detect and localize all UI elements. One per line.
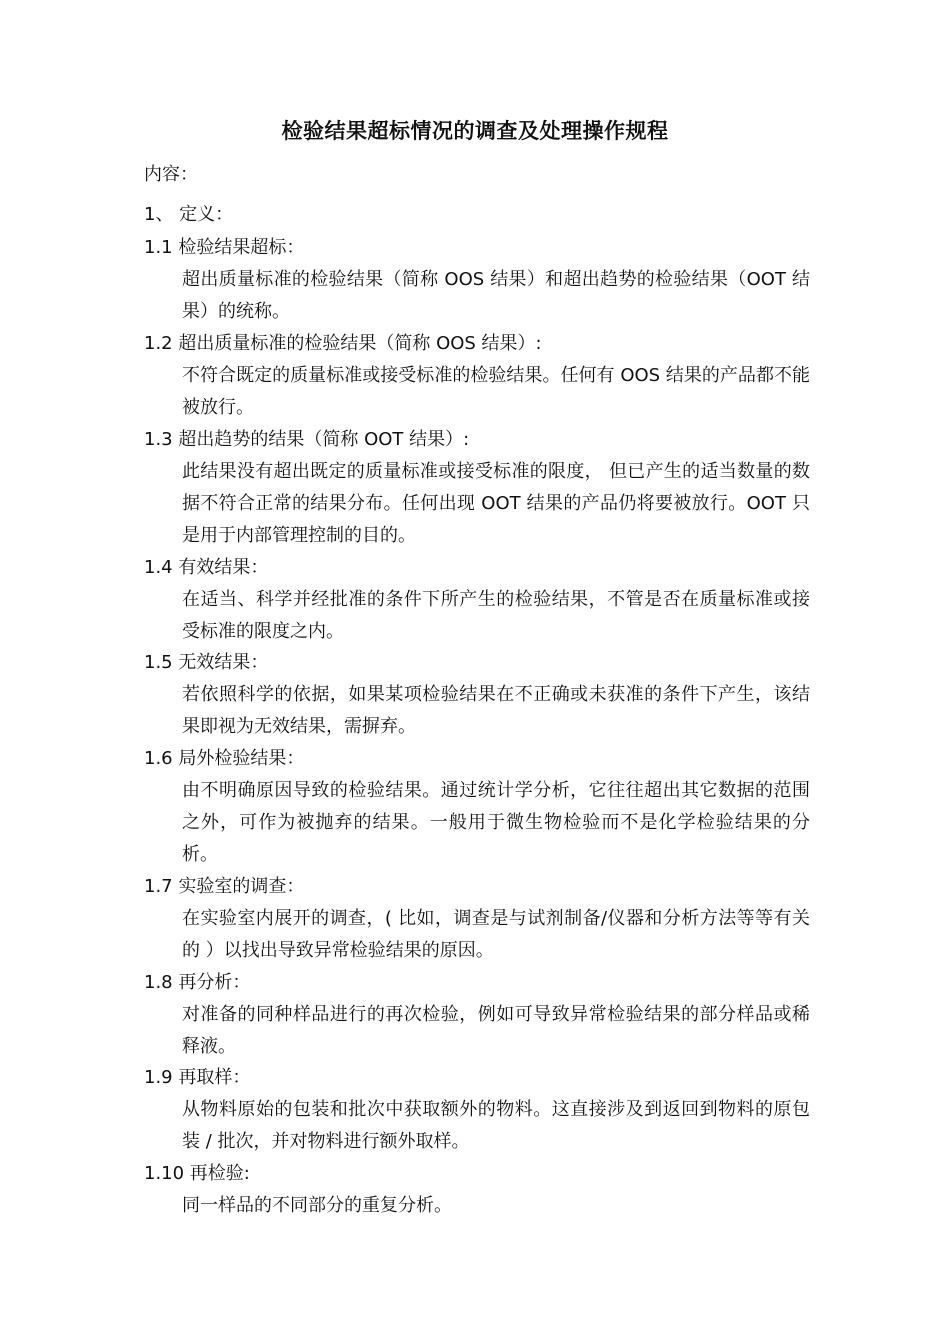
item-1-7-heading: 1.7 实验室的调查： — [144, 876, 305, 897]
item-1-1-heading: 1.1 检验结果超标： — [144, 237, 305, 258]
item-1-3-heading: 1.3 超出趋势的结果（简称 OOT 结果）: — [144, 429, 470, 450]
item-1-10-heading: 1.10 再检验: — [144, 1163, 250, 1184]
item-1-2-heading: 1.2 超出质量标准的检验结果（简称 OOS 结果）: — [144, 333, 542, 354]
item-1-3-text: 此结果没有超出既定的质量标准或接受标准的限度， 但已产生的适当数量的数据不符合正常的结果分布。任何出现 OOT 结果的产品仍将要被放行。OOT 只是用于内部管理控制的目的。 — [182, 461, 810, 546]
item-1-4-heading: 1.4 有效结果： — [144, 557, 269, 578]
document-title: 检验结果超标情况的调查及处理操作规程 — [281, 119, 669, 143]
item-1-6-heading: 1.6 局外检验结果： — [144, 748, 305, 769]
item-1-1-text: 超出质量标准的检验结果（简称 OOS 结果）和超出趋势的检验结果（OOT 结果）的统称。 — [182, 269, 810, 322]
item-1-10-text: 同一样品的不同部分的重复分析。 — [182, 1195, 452, 1216]
section-1-heading: 1、 定义： — [144, 204, 234, 225]
item-1-8-heading: 1.8 再分析： — [144, 972, 251, 993]
item-1-9-text: 从物料原始的包装和批次中获取额外的物料。这直接涉及到返回到物料的原包装 / 批次，并对物料进行额外取样。 — [182, 1099, 810, 1152]
item-1-5-text: 若依照科学的依据，如果某项检验结果在不正确或未获准的条件下产生，该结果即视为无效结果，需摒弃。 — [182, 684, 810, 737]
item-1-2-text: 不符合既定的质量标准或接受标准的检验结果。任何有 OOS 结果的产品都不能被放行。 — [182, 365, 810, 418]
item-1-4-text: 在适当、科学并经批准的条件下所产生的检验结果，不管是否在质量标准或接受标准的限度之内。 — [182, 589, 810, 642]
item-1-6-text: 由不明确原因导致的检验结果。通过统计学分析，它往往超出其它数据的范围之外，可作为被抛弃的结果。一般用于微生物检验而不是化学检验结果的分析。 — [182, 780, 810, 865]
item-1-7-text: 在实验室内展开的调查，( 比如，调查是与试剂制备/仪器和分析方法等等有关的 ）以找出导致异常检验结果的原因。 — [182, 908, 810, 961]
item-1-9-heading: 1.9 再取样： — [144, 1067, 251, 1088]
item-1-5-heading: 1.5 无效结果： — [144, 652, 269, 673]
contents-label: 内容： — [144, 164, 198, 185]
item-1-8-text: 对准备的同种样品进行的再次检验，例如可导致异常检验结果的部分样品或稀释液。 — [182, 1004, 810, 1057]
